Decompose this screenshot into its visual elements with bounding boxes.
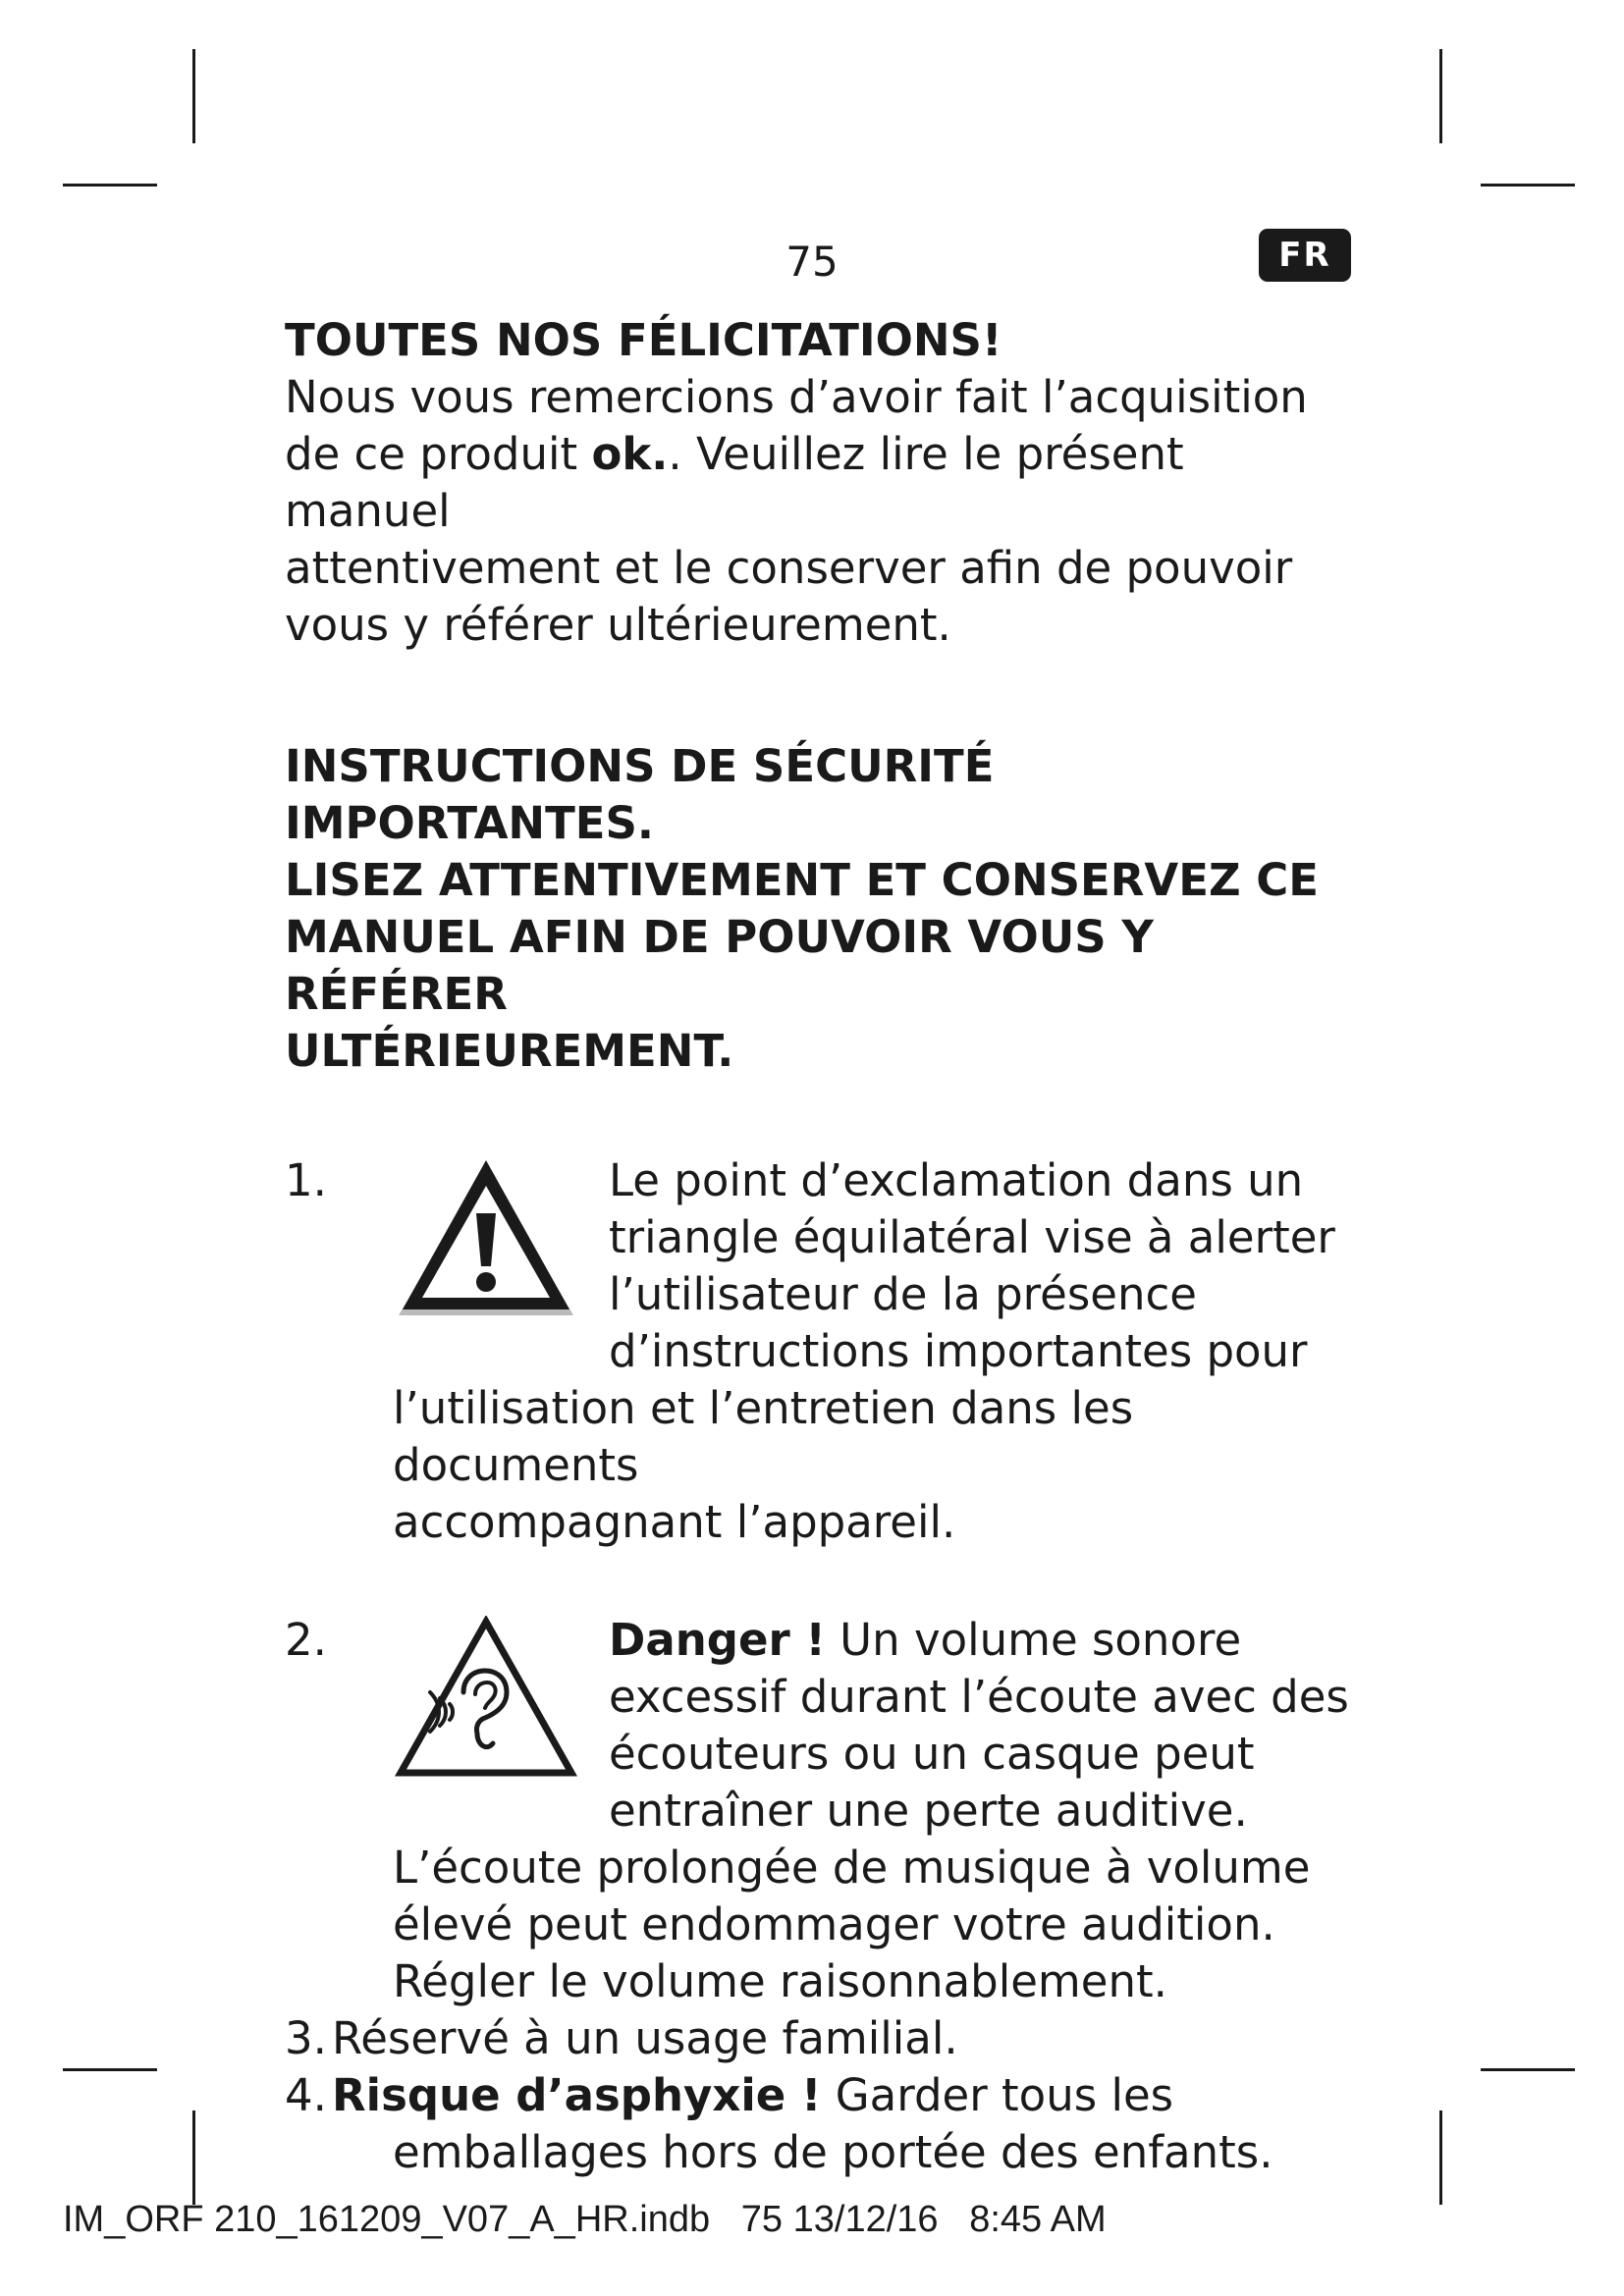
exclamation-triangle-icon bbox=[393, 1156, 579, 1323]
item-2-line-3: écouteurs ou un casque peut bbox=[609, 1728, 1255, 1780]
crop-mark-bottom-right-horizontal bbox=[1481, 2068, 1575, 2071]
danger-label: Danger ! bbox=[609, 1614, 826, 1666]
intro-title: TOUTES NOS FÉLICITATIONS! bbox=[285, 314, 1002, 366]
item-1-line-1: Le point d’exclamation dans un bbox=[609, 1154, 1304, 1206]
crop-mark-top-left-vertical bbox=[192, 49, 195, 143]
print-slug-info: 75 13/12/16 8:45 AM bbox=[740, 2199, 1107, 2240]
item-4-line-1-rest: Garder tous les bbox=[821, 2069, 1174, 2121]
item-2-line-2: excessif durant l’écoute avec des bbox=[609, 1671, 1349, 1723]
intro-line-1: Nous vous remercions d’avoir fait l’acquisition bbox=[285, 371, 1308, 423]
crop-mark-bottom-left-vertical bbox=[192, 2110, 195, 2205]
print-slug bbox=[63, 2199, 1107, 2241]
language-badge: FR bbox=[1259, 229, 1351, 282]
item-2-cont-line-1: L’écoute prolongée de musique à volume bbox=[393, 1842, 1311, 1894]
intro-line-2 bbox=[285, 426, 1355, 540]
safety-heading-line-2: LISEZ ATTENTIVEMENT ET CONSERVEZ CE bbox=[285, 854, 1320, 906]
safety-item-4 bbox=[285, 2067, 1355, 2124]
crop-mark-top-right-vertical bbox=[1439, 49, 1442, 143]
item-1-cont-line-1: l’utilisation et l’entretien dans les documents bbox=[393, 1382, 1134, 1491]
item-1-line-3: l’utilisateur de la présence bbox=[609, 1268, 1197, 1320]
crop-mark-bottom-left-horizontal bbox=[63, 2068, 157, 2071]
item-3-text: Réservé à un usage familial. bbox=[332, 2012, 958, 2064]
item-1-line-4: d’instructions importantes pour bbox=[609, 1325, 1308, 1377]
intro-line-4: vous y référer ultérieurement. bbox=[285, 599, 951, 651]
item-2-line-1 bbox=[609, 1612, 1355, 1669]
item-number: 3. bbox=[285, 2012, 327, 2064]
item-2-text bbox=[609, 1612, 1355, 1840]
item-2-cont-line-3: Régler le volume raisonnablement. bbox=[393, 1955, 1167, 2007]
item-1-text bbox=[609, 1152, 1355, 1380]
safety-heading-line-4: ULTÉRIEUREMENT. bbox=[285, 1025, 734, 1077]
crop-mark-top-right-horizontal bbox=[1481, 184, 1575, 187]
item-2-line-4: entraîner une perte auditive. bbox=[609, 1785, 1248, 1837]
crop-mark-top-left-horizontal bbox=[63, 184, 157, 187]
page-content bbox=[285, 312, 1355, 2181]
item-4-continuation: emballages hors de portée des enfants. bbox=[393, 2126, 1273, 2178]
item-2-line-1-rest: Un volume sonore bbox=[825, 1614, 1242, 1666]
item-1-line-2: triangle équilatéral vise à alerter bbox=[609, 1211, 1335, 1263]
item-1-cont-line-2: accompagnant l’appareil. bbox=[393, 1496, 956, 1548]
safety-heading-line-3: MANUEL AFIN DE POUVOIR VOUS Y RÉFÉRER bbox=[285, 911, 1154, 1020]
item-number: 4. bbox=[285, 2069, 327, 2121]
product-name: ok. bbox=[591, 428, 669, 480]
intro-line-3: attentivement et le conserver afin de pouvoir bbox=[285, 542, 1293, 594]
page-number: 75 bbox=[785, 238, 839, 286]
item-1-continuation bbox=[393, 1380, 1355, 1551]
asphyxia-warning-label: Risque d’asphyxie ! bbox=[332, 2069, 822, 2121]
safety-item-2 bbox=[285, 1612, 1355, 2010]
intro-line-2-post: . Veuillez lire le présent manuel bbox=[285, 428, 1184, 537]
item-2-cont-line-2: élevé peut endommager votre audition. bbox=[393, 1898, 1275, 1950]
item-2-continuation bbox=[393, 1840, 1355, 2010]
safety-item-3 bbox=[285, 2010, 1355, 2067]
ear-warning-triangle-icon bbox=[393, 1616, 579, 1783]
item-number: 2. bbox=[285, 1614, 327, 1666]
safety-heading-line-1: INSTRUCTIONS DE SÉCURITÉ IMPORTANTES. bbox=[285, 740, 995, 849]
intro-line-2-pre: de ce produit bbox=[285, 428, 592, 480]
crop-mark-bottom-right-vertical bbox=[1439, 2110, 1442, 2205]
item-number: 1. bbox=[285, 1154, 327, 1206]
print-slug-file: IM_ORF 210_161209_V07_A_HR.indb bbox=[63, 2199, 711, 2240]
safety-item-1 bbox=[285, 1152, 1355, 1551]
